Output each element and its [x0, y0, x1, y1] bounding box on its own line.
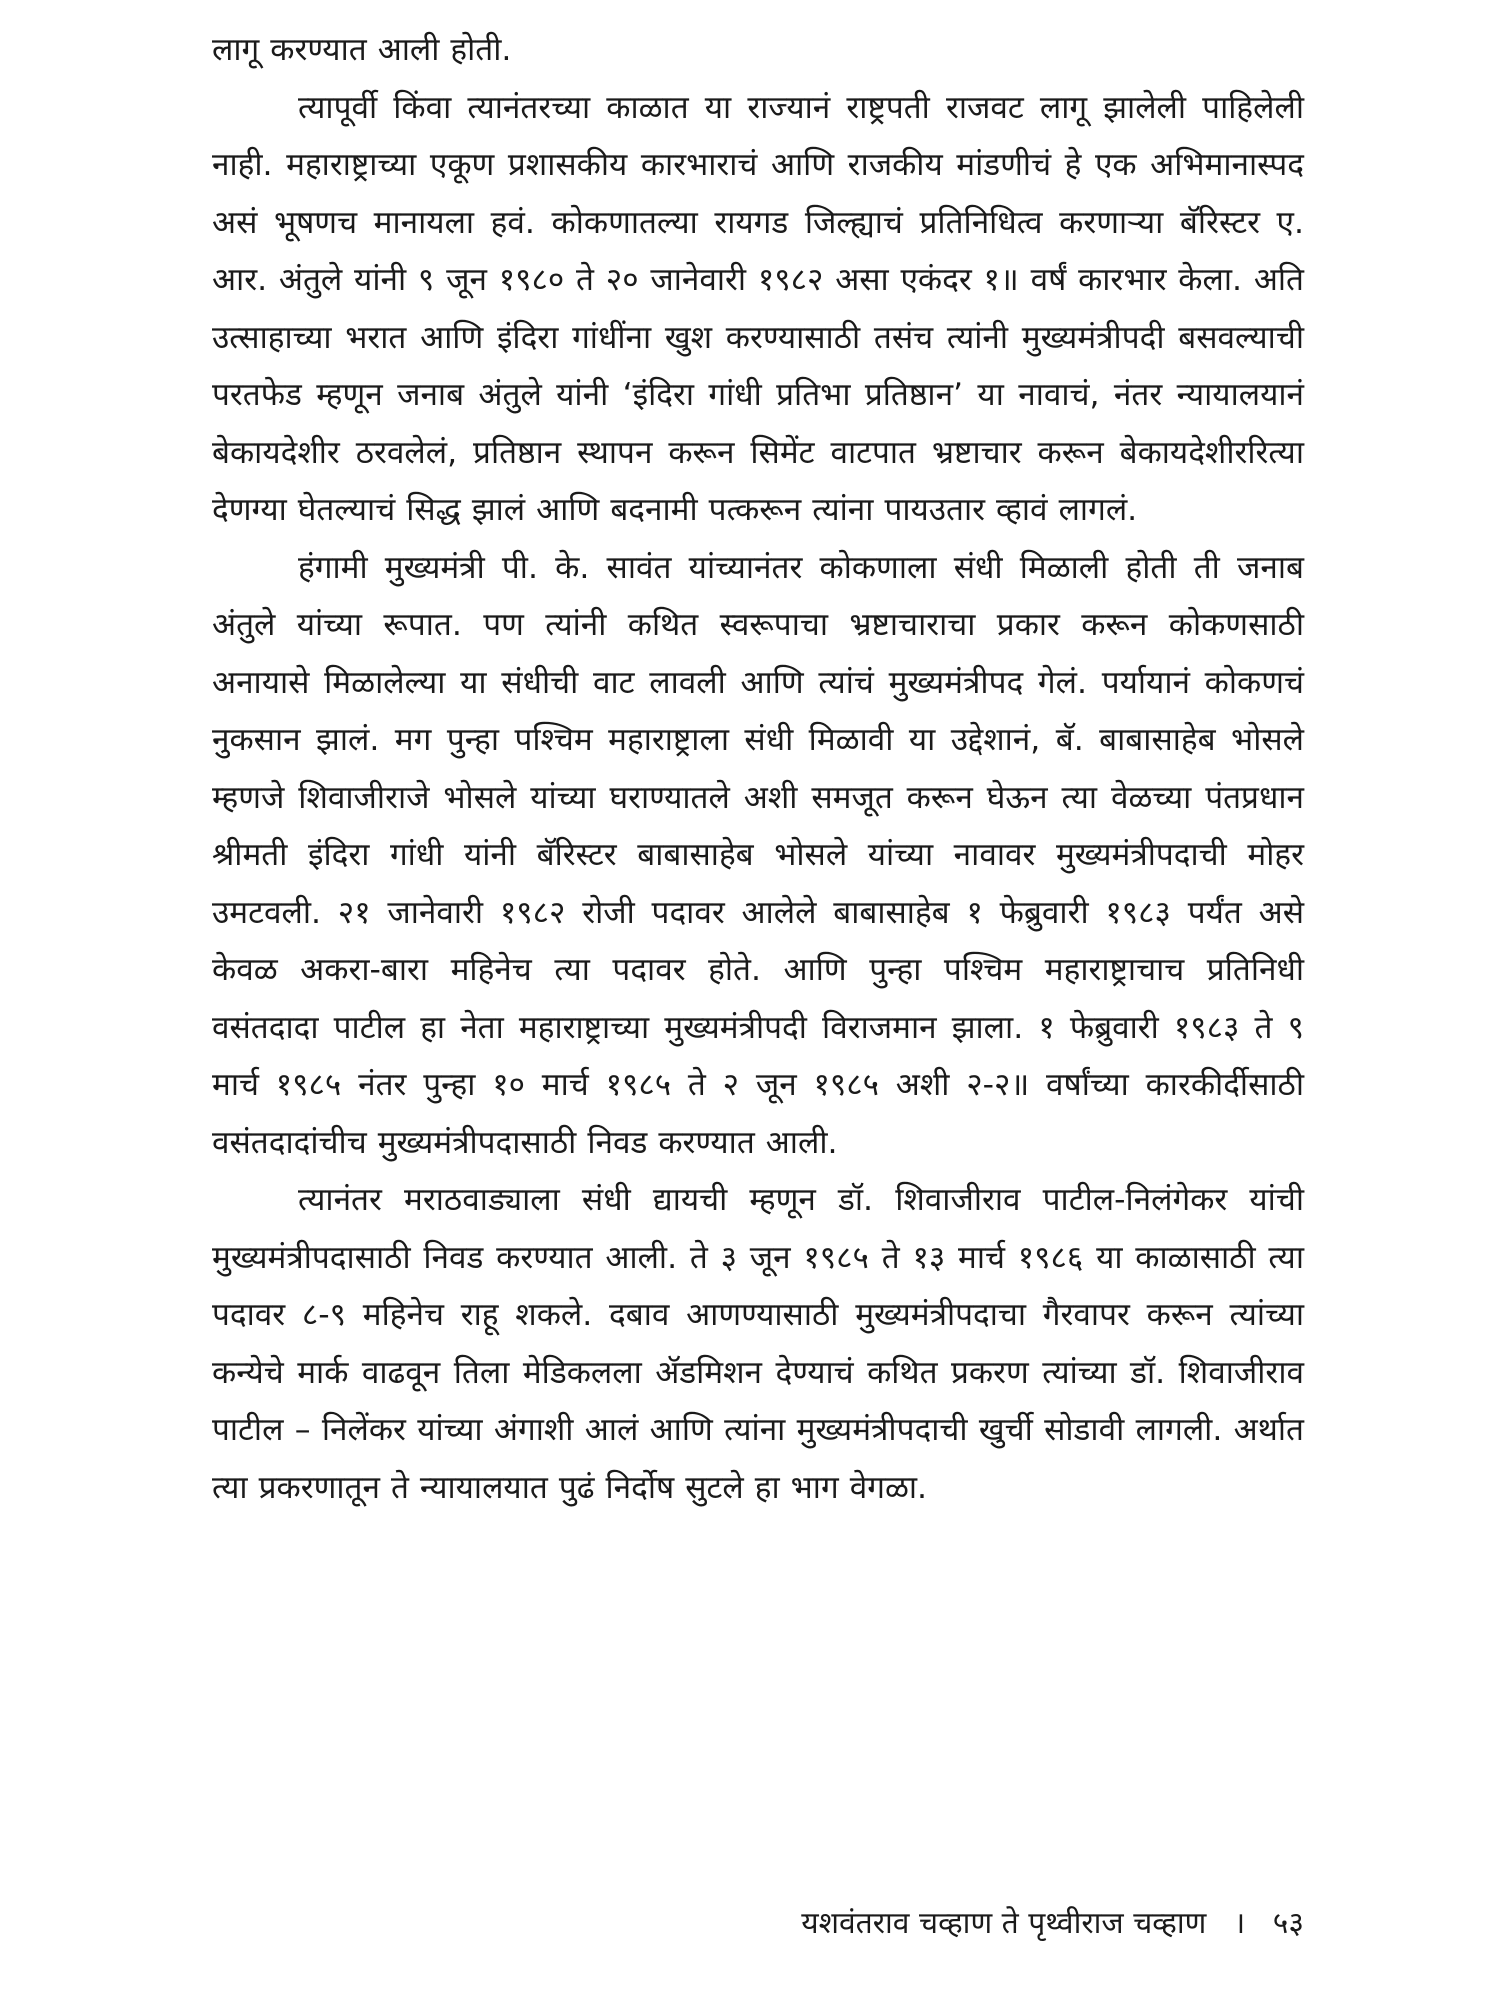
running-title: यशवंतराव चव्हाण ते पृथ्वीराज चव्हाण [801, 1906, 1207, 1941]
page-number: ५३ [1272, 1906, 1304, 1941]
paragraph: त्यापूर्वी किंवा त्यानंतरच्या काळात या राज्यानं राष्ट्रपती राजवट लागू झालेली पाहिलेली नाही. महाराष्ट्राच्या एकूण प्रशासकीय कारभाराचं आणि राजकीय मांडणीचं हे एक अभिमानास्पद असं भूषणच मानायला हवं. कोकणातल्या रायगड जिल्ह्याचं प्रतिनिधित्व करणाऱ्या बॅरिस्टर ए. आर. अंतुले यांनी ९ जून १९८० ते २० जानेवारी १९८२ असा एकंदर १॥ वर्षं कारभार केला. अति उत्साहाच्या भरात आणि इंदिरा गांधींना खुश करण्यासाठी तसंच त्यांनी मुख्यमंत्रीपदी बसवल्याची परतफेड म्हणून जनाब अंतुले यांनी ‘इंदिरा गांधी प्रतिभा प्रतिष्ठान’ या नावाचं, नंतर न्यायालयानं बेकायदेशीर ठरवलेलं, प्रतिष्ठान स्थापन करून सिमेंट वाटपात भ्रष्टाचार करून बेकायदेशीररित्या देणग्या घेतल्याचं सिद्ध झालं आणि बदनामी पत्करून त्यांना पायउतार व्हावं लागलं. [212, 89, 1304, 528]
paragraph-continuation: लागू करण्यात आली होती. [212, 32, 512, 68]
paragraph: त्यानंतर मराठवाड्याला संधी द्यायची म्हणून डॉ. शिवाजीराव पाटील-निलंगेकर यांची मुख्यमंत्रीपदासाठी निवड करण्यात आली. ते ३ जून १९८५ ते १३ मार्च १९८६ या काळासाठी त्या पदावर ८-९ महिनेच राहू शकले. दबाव आणण्यासाठी मुख्यमंत्रीपदाचा गैरवापर करून त्यांच्या कन्येचे मार्क वाढवून तिला मेडिकलला ॲडमिशन देण्याचं कथित प्रकरण त्यांच्या डॉ. शिवाजीराव पाटील – निलेंकर यांच्या अंगाशी आलं आणि त्यांना मुख्यमंत्रीपदाची खुर्ची सोडावी लागली. अर्थात त्या प्रकरणातून ते न्यायालयात पुढं निर्दोष सुटले हा भाग वेगळा. [212, 1182, 1304, 1506]
footer-separator: । [1233, 1906, 1246, 1941]
body-text [212, 22, 1304, 1517]
page-footer [560, 1902, 1304, 1946]
paragraph: हंगामी मुख्यमंत्री पी. के. सावंत यांच्यानंतर कोकणाला संधी मिळाली होती ती जनाब अंतुले यांच्या रूपात. पण त्यांनी कथित स्वरूपाचा भ्रष्टाचाराचा प्रकार करून कोकणसाठी अनायासे मिळालेल्या या संधीची वाट लावली आणि त्यांचं मुख्यमंत्रीपद गेलं. पर्यायानं कोकणचं नुकसान झालं. मग पुन्हा पश्चिम महाराष्ट्राला संधी मिळावी या उद्देशानं, बॅ. बाबासाहेब भोसले म्हणजे शिवाजीराजे भोसले यांच्या घराण्यातले अशी समजूत करून घेऊन त्या वेळच्या पंतप्रधान श्रीमती इंदिरा गांधी यांनी बॅरिस्टर बाबासाहेब भोसले यांच्या नावावर मुख्यमंत्रीपदाची मोहर उमटवली. २१ जानेवारी १९८२ रोजी पदावर आलेले बाबासाहेब १ फेब्रुवारी १९८३ पर्यंत असे केवळ अकरा-बारा महिनेच त्या पदावर होते. आणि पुन्हा पश्चिम महाराष्ट्राचाच प्रतिनिधी वसंतदादा पाटील हा नेता महाराष्ट्राच्या मुख्यमंत्रीपदी विराजमान झाला. १ फेब्रुवारी १९८३ ते ९ मार्च १९८५ नंतर पुन्हा १० मार्च १९८५ ते २ जून १९८५ अशी २-२॥ वर्षांच्या कारकीर्दीसाठी वसंतदादांचीच मुख्यमंत्रीपदासाठी निवड करण्यात आली. [212, 549, 1304, 1161]
